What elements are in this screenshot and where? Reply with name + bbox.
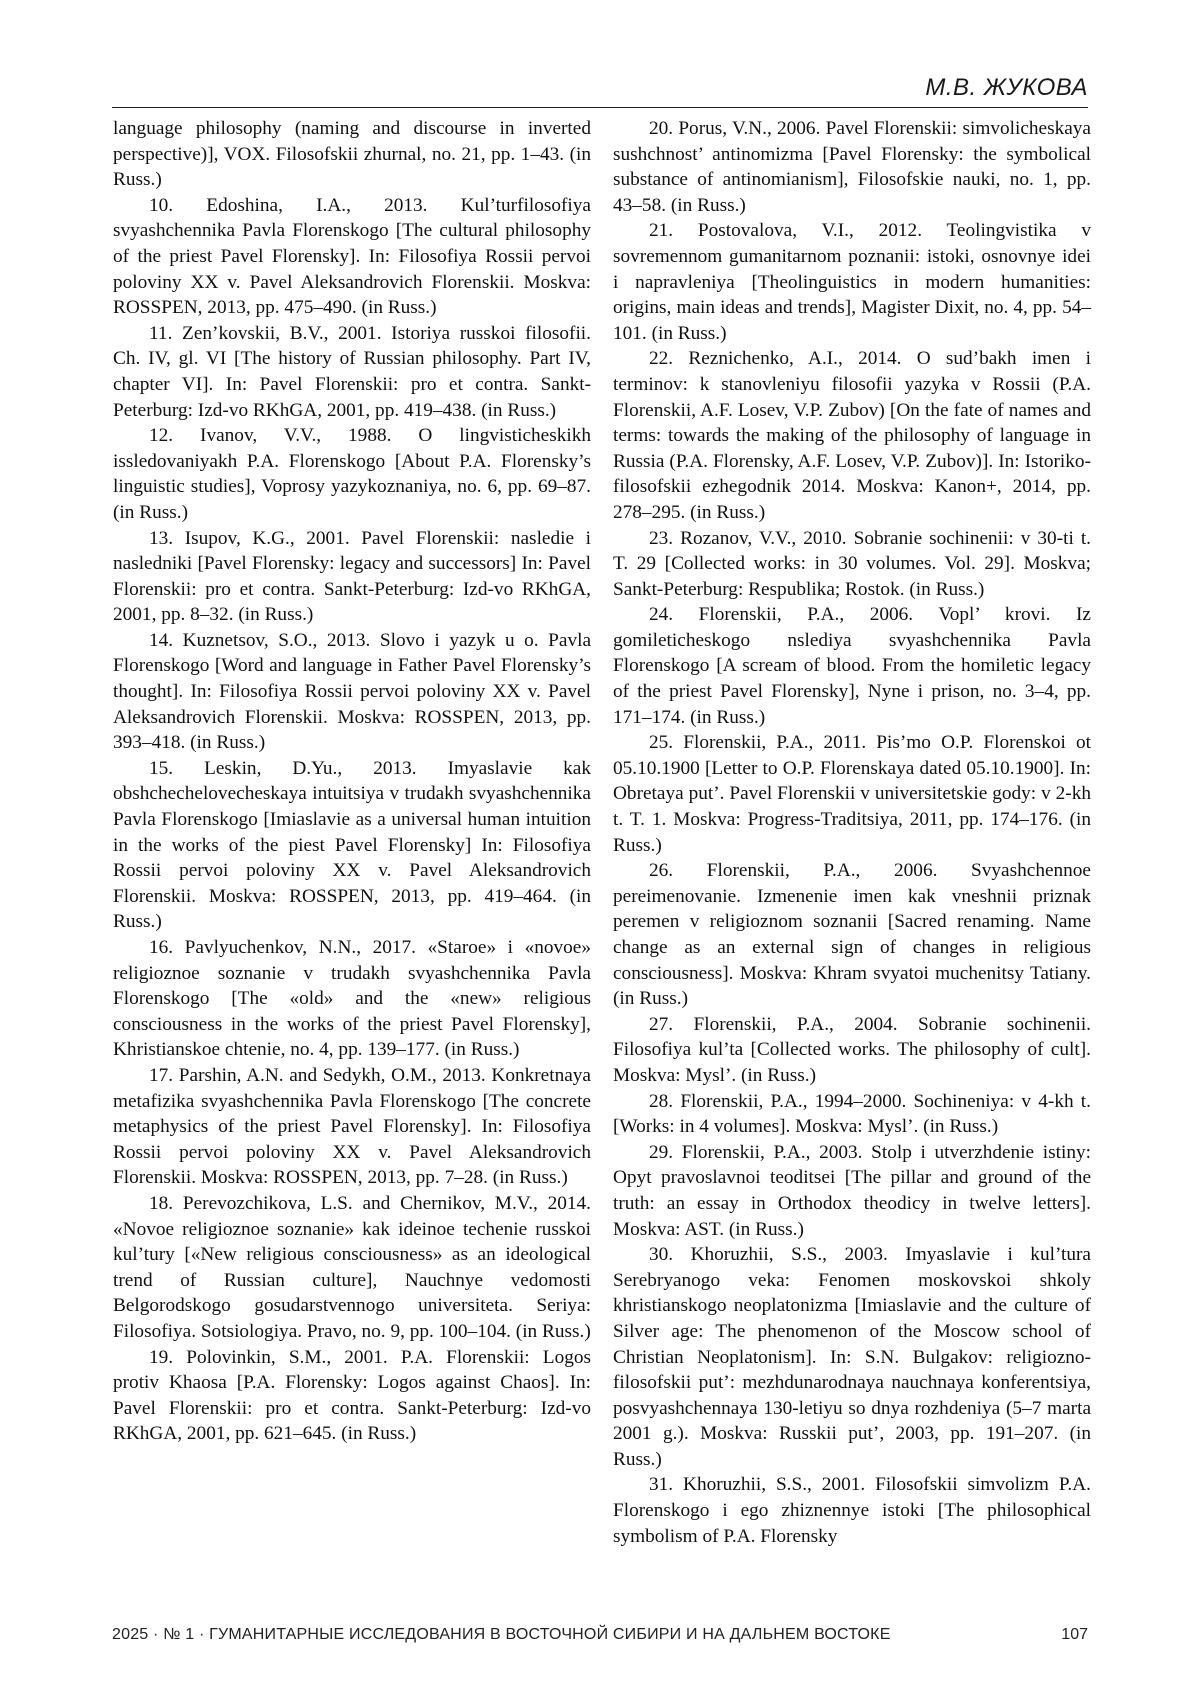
reference-entry: 11. Zen’kovskii, B.V., 2001. Istoriya russkoi filosofii. Ch. IV, gl. VI [The history of Russian philosophy. Part IV, chapter VI]. In: Pavel Florenskii: pro et contra. Sankt-Peterburg: Izd-vo RKhGA, 2001, pp. 419–438. (in Russ.) xyxy=(113,322,591,421)
reference-entry: 15. Leskin, D.Yu., 2013. Imyaslavie kak obshchechelovecheskaya intuitsiya v trudakh svyashchennika Pavla Florenskogo [Imiaslavie as a universal human intuition in the works of the piest Pavel Florensky] In: Filosofiya Rossii pervoi poloviny XX v. Pavel Aleksandrovich Florenskii. Moskva: ROSSPEN, 2013, pp. 419–464. (in Russ.) xyxy=(113,757,591,933)
reference-entry: 29. Florenskii, P.A., 2003. Stolp i utverzhdenie istiny: Opyt pravoslavnoi teoditsei [The pillar and ground of the truth: an essay in Orthodox theodicy in twelve letters]. Moskva: AST. (in Russ.) xyxy=(613,1141,1091,1240)
reference-entry: 28. Florenskii, P.A., 1994–2000. Sochineniya: v 4-kh t. [Works: in 4 volumes]. Moskva: Mysl’. (in Russ.) xyxy=(613,1090,1091,1138)
reference-entry: 31. Khoruzhii, S.S., 2001. Filosofskii simvolizm P.A. Florenskogo i ego zhiznennye istoki [The philosophical symbolism of P.A. Florensky xyxy=(613,1474,1091,1547)
reference-entry: 14. Kuznetsov, S.O., 2013. Slovo i yazyk u o. Pavla Florenskogo [Word and language in Father Pavel Florensky’s thought]. In: Filosofiya Rossii pervoi poloviny XX v. Pavel Aleksandrovich Florenskii. Moskva: ROSSPEN, 2013, pp. 393–418. (in Russ.) xyxy=(113,629,591,754)
running-header xyxy=(112,70,1088,108)
footer-journal-title: 2025 · № 1 · ГУМАНИТАРНЫЕ ИССЛЕДОВАНИЯ В ВОСТОЧНОЙ СИБИРИ И НА ДАЛЬНЕМ ВОСТОКЕ xyxy=(112,1626,891,1643)
page-number: 107 xyxy=(1061,1626,1088,1643)
references-left-column xyxy=(113,116,591,1447)
reference-entry: 23. Rozanov, V.V., 2010. Sobranie sochinenii: v 30-ti t. T. 29 [Collected works: in 30 volumes. Vol. 29]. Moskva; Sankt-Peterburg: Respublika; Rostok. (in Russ.) xyxy=(613,527,1091,600)
reference-entry: 26. Florenskii, P.A., 2006. Svyashchennoe pereimenovanie. Izmenenie imen kak vneshnii priznak peremen v religioznom soznanii [Sacred renaming. Name change as an external sign of changes in religious consciousness]. Moskva: Khram svyatoi muchenitsy Tatiany. (in Russ.) xyxy=(613,860,1091,1010)
reference-entry: 22. Reznichenko, A.I., 2014. O sud’bakh imen i terminov: k stanovleniyu filosofii yazyka v Rossii (P.A. Florenskii, A.F. Losev, V.P. Zubov) [On the fate of names and terms: towards the making of the philosophy of language in Russia (P.A. Florensky, A.F. Losev, V.P. Zubov)]. In: Istoriko-filosofskii ezhegodnik 2014. Moskva: Kanon+, 2014, pp. 278–295. (in Russ.) xyxy=(613,348,1091,523)
reference-entry: 17. Parshin, A.N. and Sedykh, O.M., 2013. Konkretnaya metafizika svyashchennika Pavla Florenskogo [The concrete metaphysics of the priest Pavel Florensky]. In: Filosofiya Rossii pervoi poloviny XX v. Pavel Aleksandrovich Florenskii. Moskva: ROSSPEN, 2013, pp. 7–28. (in Russ.) xyxy=(113,1064,591,1189)
reference-entry: 12. Ivanov, V.V., 1988. O lingvisticheskikh issledovaniyakh P.A. Florenskogo [About P.A. Florensky’s linguistic studies], Voprosy yazykoznaniya, no. 6, pp. 69–87. (in Russ.) xyxy=(113,425,591,523)
reference-entry: 21. Postovalova, V.I., 2012. Teolingvistika v sovremennom gumanitarnom poznanii: istoki, osnovnye idei i napravleniya [Theolinguistics in modern humanities: origins, main ideas and trends], Magister Dixit, no. 4, pp. 54–101. (in Russ.) xyxy=(613,220,1091,344)
reference-entry: 10. Edoshina, I.A., 2013. Kul’turfilosofiya svyashchennika Pavla Florenskogo [The cultural philosophy of the priest Pavel Florensky]. In: Filosofiya Rossii pervoi poloviny XX v. Pavel Aleksandrovich Florenskii. Moskva: ROSSPEN, 2013, pp. 475–490. (in Russ.) xyxy=(113,194,591,319)
reference-entry: language philosophy (naming and discourse in inverted perspective)], VOX. Filosofskii zhurnal, no. 21, pp. 1–43. (in Russ.) xyxy=(113,118,591,191)
reference-entry: 18. Perevozchikova, L.S. and Chernikov, M.V., 2014. «Novoe religioznoe soznanie» kak ideinoe techenie russkoi kul’tury [«New religious consciousness» as an ideological trend of Russian culture], Nauchnye vedomosti Belgorodskogo gosudarstvennogo universiteta. Seriya: Filosofiya. Sotsiologiya. Pravo, no. 9, pp. 100–104. (in Russ.) xyxy=(113,1192,591,1342)
references-right-column xyxy=(613,116,1091,1549)
reference-entry: 20. Porus, V.N., 2006. Pavel Florenskii: simvolicheskaya sushchnost’ antinomizma [Pavel Florensky: the symbolical substance of antinomianism], Filosofskie nauki, no. 1, pp. 43–58. (in Russ.) xyxy=(613,118,1091,216)
reference-entry: 13. Isupov, K.G., 2001. Pavel Florenskii: nasledie i nasledniki [Pavel Florensky: legacy and successors] In: Pavel Florenskii: pro et contra. Sankt-Peterburg: Izd-vo RKhGA, 2001, pp. 8–32. (in Russ.) xyxy=(113,527,591,626)
running-footer xyxy=(112,1626,1088,1650)
reference-entry: 19. Polovinkin, S.M., 2001. P.A. Florenskii: Logos protiv Khaosa [P.A. Florensky: Logos against Chaos]. In: Pavel Florenskii: pro et contra. Sankt-Peterburg: Izd-vo RKhGA, 2001, pp. 621–645. (in Russ.) xyxy=(113,1346,591,1445)
header-rule xyxy=(112,107,1088,108)
reference-entry: 30. Khoruzhii, S.S., 2003. Imyaslavie i kul’tura Serebryanogo veka: Fenomen moskovskoi shkoly khristianskogo neoplatonizma [Imiaslavie and the culture of Silver age: The phenomenon of the Moscow school of Christian Neoplatonism]. In: S.N. Bulgakov: religiozno-filosofskii put’: mezhdunarodnaya nauchnaya konferentsiya, posvyashchennaya 130-letiyu so dnya rozhdeniya (5–7 marta 2001 g.). Moskva: Russkii put’, 2003, pp. 191–207. (in Russ.) xyxy=(613,1244,1091,1470)
reference-entry: 16. Pavlyuchenkov, N.N., 2017. «Staroe» i «novoe» religioznoe soznanie v trudakh svyashchennika Pavla Florenskogo [The «old» and the «new» religious consciousness in the works of the priest Pavel Florensky], Khristianskoe chtenie, no. 4, pp. 139–177. (in Russ.) xyxy=(113,937,591,1061)
reference-entry: 27. Florenskii, P.A., 2004. Sobranie sochinenii. Filosofiya kul’ta [Collected works. The philosophy of cult]. Moskva: Mysl’. (in Russ.) xyxy=(613,1013,1091,1086)
header-author: М.В. ЖУКОВА xyxy=(925,74,1088,101)
reference-entry: 25. Florenskii, P.A., 2011. Pis’mo O.P. Florenskoi ot 05.10.1900 [Letter to O.P. Florenskaya dated 05.10.1900]. In: Obretaya put’. Pavel Florenskii v universitetskie gody: v 2-kh t. T. 1. Moskva: Progress-Traditsiya, 2011, pp. 174–176. (in Russ.) xyxy=(613,732,1091,856)
reference-entry: 24. Florenskii, P.A., 2006. Vopl’ krovi. Iz gomileticheskogo nslediya svyashchennika Pavla Florenskogo [A scream of blood. From the homiletic legacy of the priest Pavel Florensky], Nyne i prison, no. 3–4, pp. 171–174. (in Russ.) xyxy=(613,604,1091,728)
